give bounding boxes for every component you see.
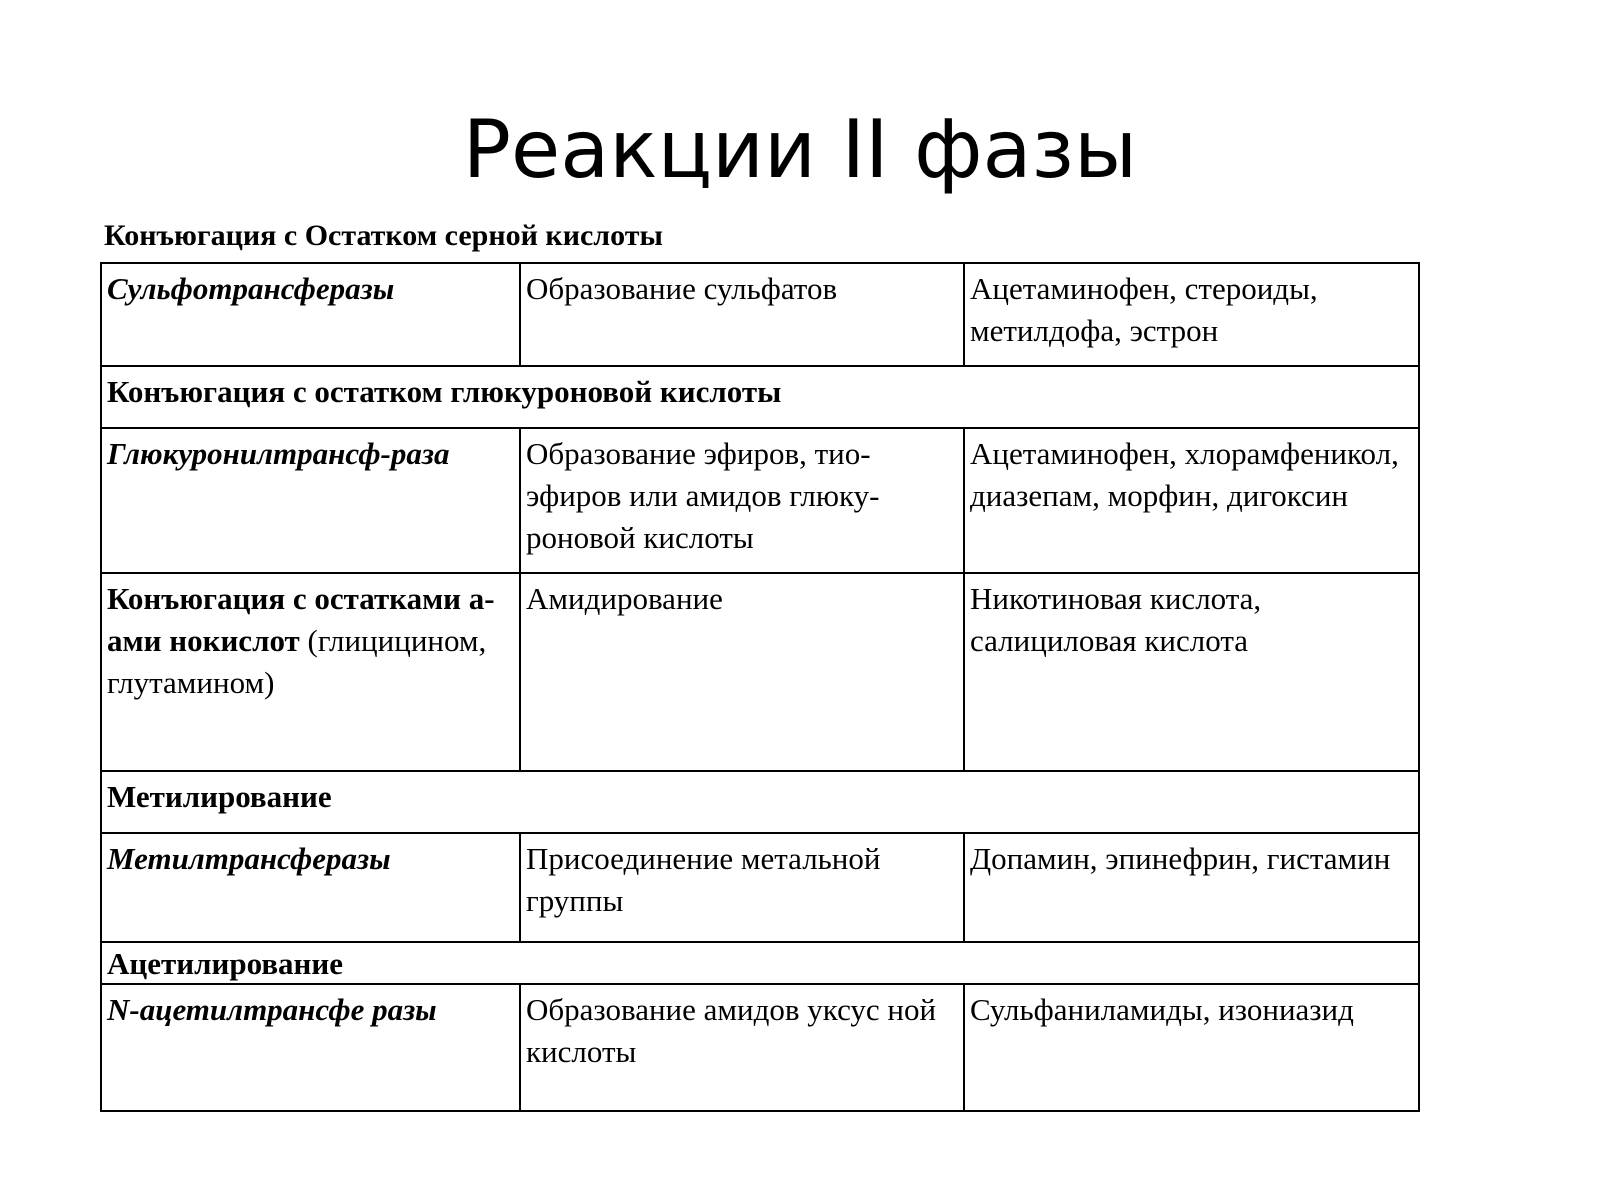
reaction-cell: Образование амидов уксус ной кислоты <box>520 984 964 1111</box>
table-caption: Конъюгация с Остатком серной кислоты <box>104 219 663 252</box>
reaction-cell: Образование эфиров, тио-эфиров или амидов глюку-роновой кислоты <box>520 428 964 573</box>
reaction-cell: Амидирование <box>520 573 964 771</box>
substrates-cell: Допамин, эпинефрин, гистамин <box>964 833 1419 942</box>
substrates-cell: Ацетаминофен, стероиды, метилдофа, эстрон <box>964 263 1419 366</box>
enzyme-cell: Сульфотрансферазы <box>101 263 520 366</box>
reaction-cell: Присоединение метальной группы <box>520 833 964 942</box>
substrates-cell: Ацетаминофен, хлорамфеникол, диазепам, морфин, дигоксин <box>964 428 1419 573</box>
enzyme-cell: N-ацетилтрансфе разы <box>101 984 520 1111</box>
section-header-cell: Ацетилирование <box>101 942 1419 984</box>
table-row <box>101 263 1419 366</box>
enzyme-plain-text: (глицицином, глутамином) <box>107 623 487 700</box>
table-row <box>101 573 1419 771</box>
substrates-cell: Никотиновая кислота, салициловая кислота <box>964 573 1419 771</box>
table-row <box>101 833 1419 942</box>
reactions-table <box>100 262 1420 1112</box>
table-row <box>101 984 1419 1111</box>
enzyme-cell: Глюкуронилтрансф-раза <box>101 428 520 573</box>
section-row <box>101 771 1419 833</box>
section-row <box>101 942 1419 984</box>
enzyme-cell <box>101 573 520 771</box>
section-header-cell: Конъюгация с остатком глюкуроновой кислоты <box>101 366 1419 428</box>
enzyme-bold-text: Конъюгация с остатками а-ами нокислот <box>107 581 495 658</box>
enzyme-cell: Метилтрансферазы <box>101 833 520 942</box>
section-header-cell: Метилирование <box>101 771 1419 833</box>
substrates-cell: Сульфаниламиды, изониазид <box>964 984 1419 1111</box>
section-row <box>101 366 1419 428</box>
reaction-cell: Образование сульфатов <box>520 263 964 366</box>
table-row <box>101 428 1419 573</box>
slide-title: Реакции II фазы <box>462 103 1138 196</box>
